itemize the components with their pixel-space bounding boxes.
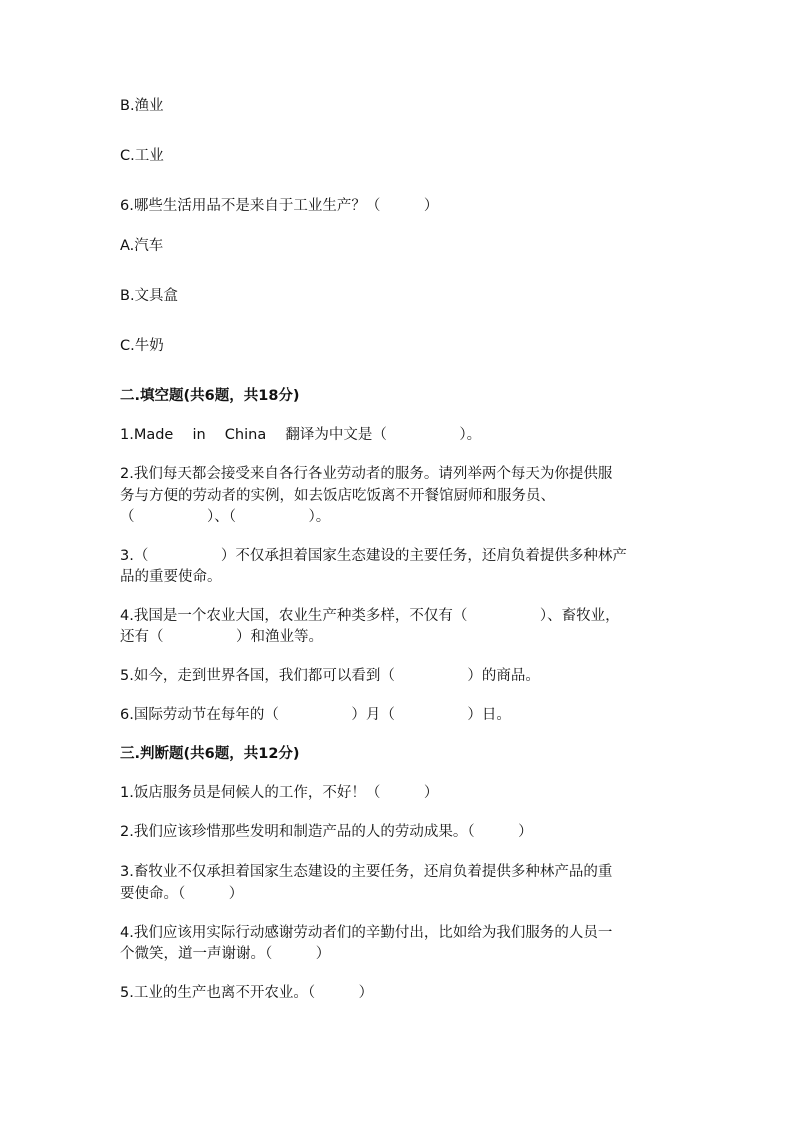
fill-q2-line1: 2.我们每天都会接受来自各行各业劳动者的服务。请列举两个每天为你提供服 [120, 466, 613, 482]
q6-stem: 6.哪些生活用品不是来自于工业生产？（ ） [120, 198, 439, 214]
judge-q3-line1: 3.畜牧业不仅承担着国家生态建设的主要任务，还肩负着提供多种林产品的重 [120, 864, 613, 880]
section2-title: 二.填空题(共6题，共18分) [120, 388, 300, 404]
fill-q2-line2: 务与方便的劳动者的实例，如去饭店吃饭离不开餐馆厨师和服务员、 [120, 488, 555, 504]
fill-q1: 1.Made in China 翻译为中文是（ ）。 [120, 427, 482, 443]
fill-q3-line1: 3.（ ）不仅承担着国家生态建设的主要任务，还肩负着提供多种林产 [120, 548, 627, 564]
fill-q2-line3: （ ）、（ ）。 [120, 509, 331, 525]
fill-q5: 5.如今，走到世界各国，我们都可以看到（ ）的商品。 [120, 668, 540, 684]
judge-q2: 2.我们应该珍惜那些发明和制造产品的人的劳动成果。（ ） [120, 824, 533, 840]
judge-q3-line2: 要使命。（ ） [120, 886, 244, 902]
judge-q4-line2: 个微笑，道一声谢谢。（ ） [120, 946, 331, 962]
judge-q1: 1.饭店服务员是伺候人的工作，不好！（ ） [120, 785, 439, 801]
q5-option-b: B.渔业 [120, 98, 164, 114]
q6-option-c: C.牛奶 [120, 338, 164, 354]
fill-q4-line1: 4.我国是一个农业大国，农业生产种类多样，不仅有（ ）、畜牧业， [120, 608, 620, 624]
fill-q3-line2: 品的重要使命。 [120, 569, 222, 585]
q5-option-c: C.工业 [120, 148, 164, 164]
section3-title: 三.判断题(共6题，共12分) [120, 746, 300, 762]
judge-q5: 5.工业的生产也离不开农业。（ ） [120, 985, 374, 1001]
fill-q6: 6.国际劳动节在每年的（ ）月（ ）日。 [120, 707, 511, 723]
q6-option-a: A.汽车 [120, 238, 164, 254]
fill-q4-line2: 还有（ ）和渔业等。 [120, 629, 323, 645]
q6-option-b: B.文具盒 [120, 288, 179, 304]
judge-q4-line1: 4.我们应该用实际行动感谢劳动者们的辛勤付出，比如给为我们服务的人员一 [120, 925, 613, 941]
